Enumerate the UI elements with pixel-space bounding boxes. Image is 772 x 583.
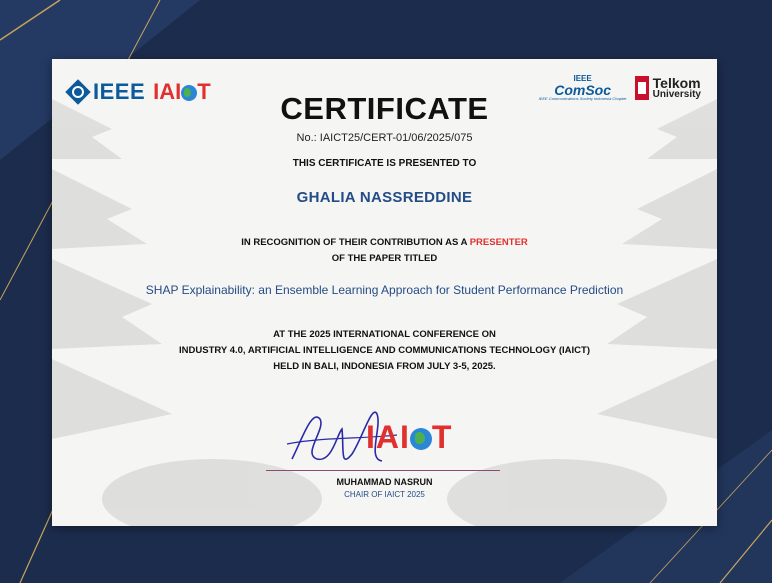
presented-to-label: THIS CERTIFICATE IS PRESENTED TO: [292, 158, 477, 169]
certificate-card: [52, 59, 717, 526]
iaict-logo-text: IAI T: [153, 79, 211, 104]
recipient-name: GHALIA NASSREDDINE: [296, 189, 473, 206]
conference-text: AT THE 2025 INTERNATIONAL CONFERENCE ON INDUSTRY 4.0, ARTIFICIAL INTELLIGENCE AND COMMUNICATIONS TECHNOLOGY (IAICT) HELD IN BALI, INDONESIA FROM JULY 3-5, 2025.: [179, 329, 590, 372]
paper-title: SHAP Explainability: an Ensemble Learning Approach for Student Performance Prediction: [145, 283, 624, 297]
telkom-logo: Telkom University: [635, 76, 701, 100]
certificate-title: CERTIFICATE: [280, 91, 489, 126]
iaict-signature-logo: IAI T: [366, 419, 453, 455]
globe-icon: [410, 428, 432, 450]
signature-line: [266, 470, 500, 471]
signer-title: CHAIR OF IAICT 2025: [344, 490, 425, 499]
certificate-number: No.: IAICT25/CERT-01/06/2025/075: [296, 132, 473, 144]
comsoc-logo: IEEE ComSoc IEEE Communications Society Indonesia Chapter: [538, 74, 627, 101]
role-label: PRESENTER: [469, 237, 528, 248]
signer-name: MUHAMMAD NASRUN: [336, 477, 433, 487]
recognition-text: IN RECOGNITION OF THEIR CONTRIBUTION AS A PRESENTER OF THE PAPER TITLED: [241, 237, 528, 264]
ieee-logo-text: IEEE: [93, 79, 146, 104]
